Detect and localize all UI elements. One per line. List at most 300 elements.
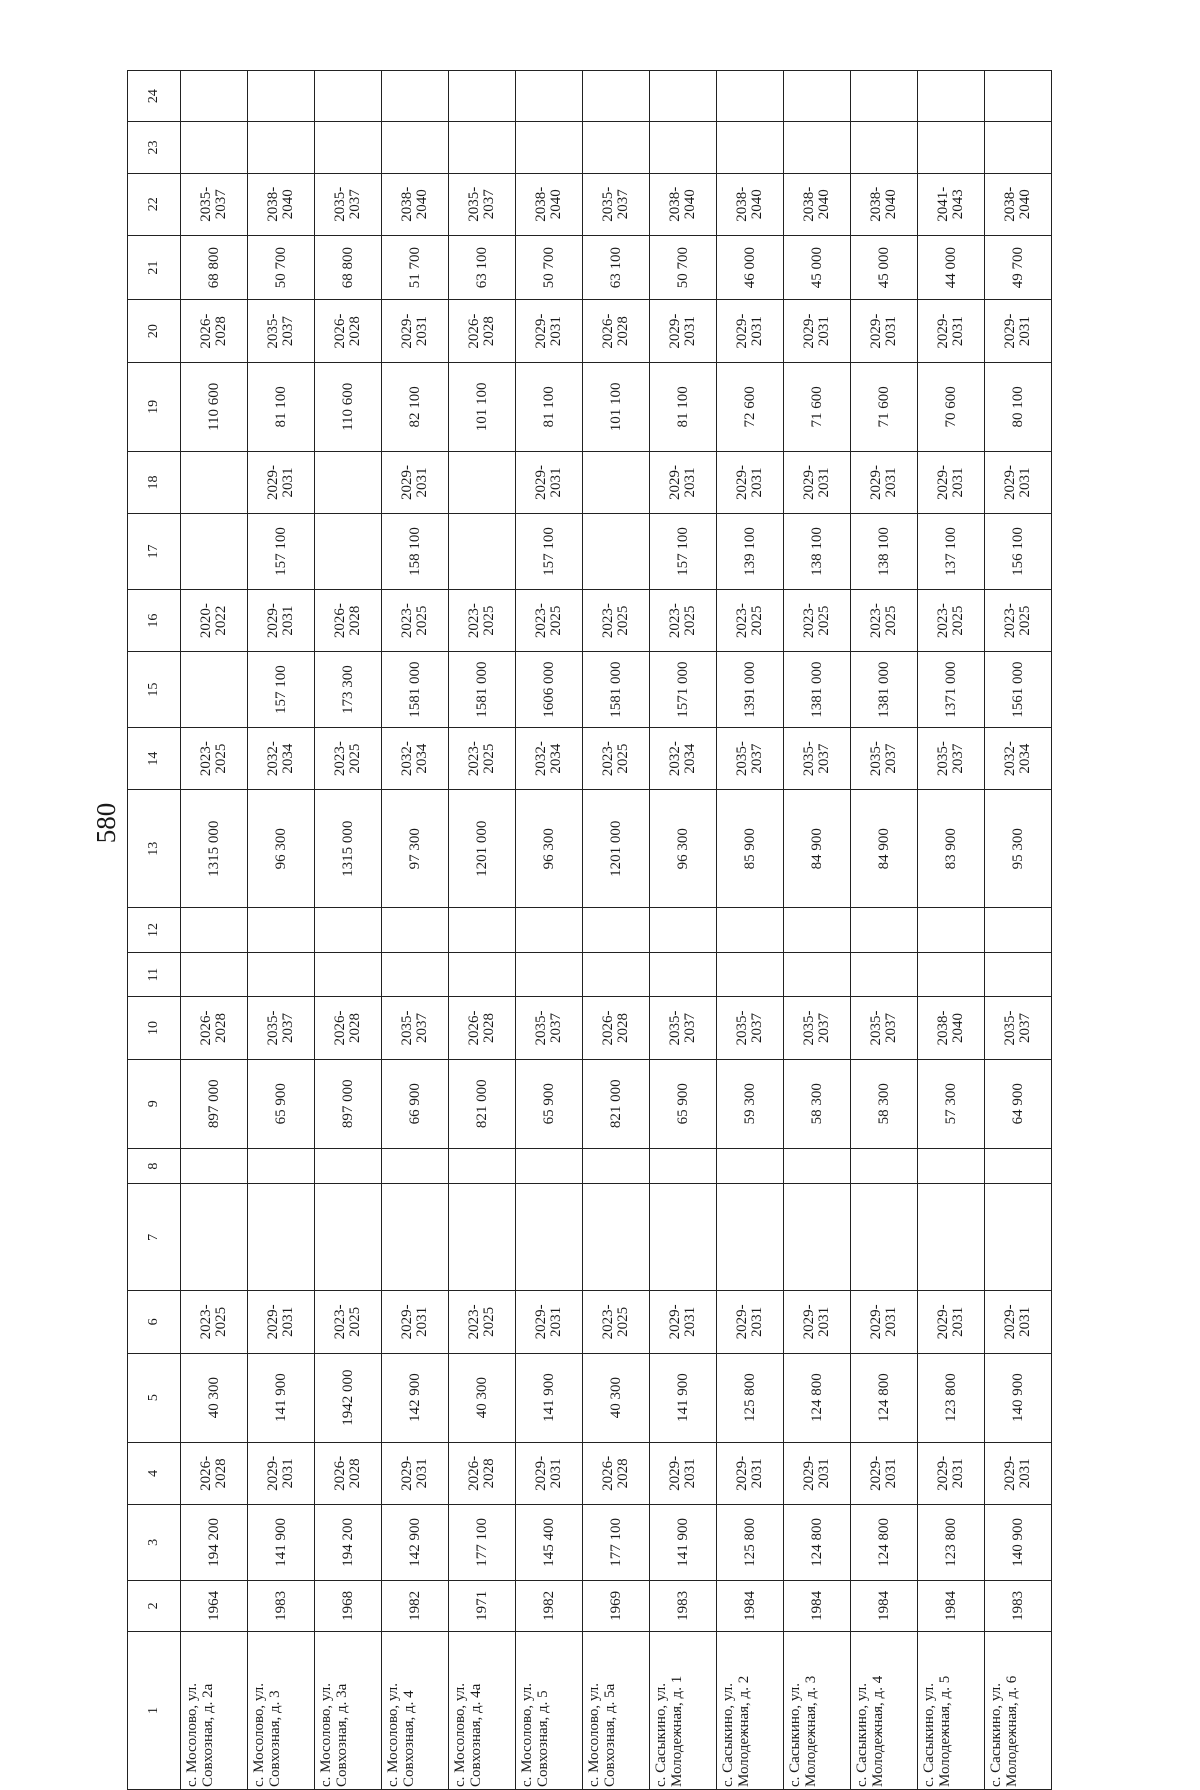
table-cell — [181, 952, 248, 997]
table-cell: 2023- 2025 — [583, 727, 650, 789]
table-cell: 1581 000 — [382, 652, 449, 728]
table-cell: 1381 000 — [784, 652, 851, 728]
table-cell: 139 100 — [717, 514, 784, 590]
table-cell: 44 000 — [918, 235, 985, 300]
table-cell: 2023- 2025 — [784, 589, 851, 651]
table-cell: 2026- 2028 — [181, 997, 248, 1059]
table-cell: 1606 000 — [516, 652, 583, 728]
table-cell: 2029- 2031 — [784, 300, 851, 362]
table-cell: 1983 — [248, 1580, 315, 1631]
table-cell: 2032- 2034 — [516, 727, 583, 789]
table-cell: 101 100 — [583, 362, 650, 451]
address-cell: с. Мосолово, ул. Совхозная, д. 4а — [449, 1631, 516, 1789]
table-cell: 2023- 2025 — [516, 589, 583, 651]
table-cell — [650, 1148, 717, 1184]
table-cell: 68 800 — [181, 235, 248, 300]
table-cell: 2029- 2031 — [717, 451, 784, 513]
column-header: 14 — [128, 727, 181, 789]
table-cell: 2026- 2028 — [449, 997, 516, 1059]
table-cell: 1561 000 — [985, 652, 1052, 728]
table-cell — [248, 952, 315, 997]
column-header: 23 — [128, 122, 181, 173]
table-cell: 2023- 2025 — [650, 589, 717, 651]
table-cell — [784, 1184, 851, 1291]
table-cell: 2026- 2028 — [315, 300, 382, 362]
table-cell — [315, 952, 382, 997]
table-cell: 63 100 — [583, 235, 650, 300]
table-cell: 123 800 — [918, 1505, 985, 1581]
table-row — [985, 71, 1052, 1790]
table-cell: 2023- 2025 — [449, 1291, 516, 1353]
table-cell: 81 100 — [248, 362, 315, 451]
table-cell: 141 900 — [650, 1353, 717, 1442]
table-cell: 46 000 — [717, 235, 784, 300]
table-cell — [382, 1184, 449, 1291]
table-cell: 82 100 — [382, 362, 449, 451]
table-cell: 84 900 — [851, 790, 918, 908]
table-cell: 125 800 — [717, 1353, 784, 1442]
table-cell: 157 100 — [248, 514, 315, 590]
table-cell — [851, 122, 918, 173]
table-cell — [248, 71, 315, 122]
table-cell — [784, 122, 851, 173]
table-cell: 897 000 — [315, 1059, 382, 1148]
table-cell: 158 100 — [382, 514, 449, 590]
table-cell: 2023- 2025 — [382, 589, 449, 651]
column-header: 8 — [128, 1148, 181, 1184]
table-cell — [315, 514, 382, 590]
table-cell: 2029- 2031 — [248, 451, 315, 513]
table-cell: 51 700 — [382, 235, 449, 300]
table-cell: 72 600 — [717, 362, 784, 451]
table-cell: 2035- 2037 — [918, 727, 985, 789]
table-cell: 2029- 2031 — [248, 589, 315, 651]
table-cell: 2029- 2031 — [650, 300, 717, 362]
table-cell: 138 100 — [851, 514, 918, 590]
table-cell: 58 300 — [851, 1059, 918, 1148]
table-cell — [449, 952, 516, 997]
address-cell: с. Сасыкино, ул. Молодежная, д. 3 — [784, 1631, 851, 1789]
table-cell: 156 100 — [985, 514, 1052, 590]
table-cell: 2029- 2031 — [248, 1291, 315, 1353]
table-cell: 2029- 2031 — [851, 300, 918, 362]
table-cell: 2029- 2031 — [717, 300, 784, 362]
table-cell: 45 000 — [784, 235, 851, 300]
table-cell: 2029- 2031 — [851, 451, 918, 513]
column-header: 10 — [128, 997, 181, 1059]
table-cell: 1984 — [717, 1580, 784, 1631]
table-cell: 80 100 — [985, 362, 1052, 451]
address-cell: с. Сасыкино, ул. Молодежная, д. 5 — [918, 1631, 985, 1789]
table-cell: 1315 000 — [181, 790, 248, 908]
table-cell: 97 300 — [382, 790, 449, 908]
table-cell: 141 900 — [650, 1505, 717, 1581]
table-cell: 40 300 — [181, 1353, 248, 1442]
table-cell — [382, 122, 449, 173]
column-header: 22 — [128, 173, 181, 235]
table-cell — [583, 1148, 650, 1184]
rotated-table-container — [127, 70, 1052, 1790]
table-row — [248, 71, 315, 1790]
table-cell: 2029- 2031 — [851, 1291, 918, 1353]
table-cell — [315, 1184, 382, 1291]
page-number: 580 — [91, 802, 121, 844]
table-cell: 2029- 2031 — [516, 451, 583, 513]
table-cell — [985, 122, 1052, 173]
table-cell: 2032- 2034 — [382, 727, 449, 789]
data-table — [127, 70, 1052, 1790]
table-cell: 40 300 — [449, 1353, 516, 1442]
table-cell: 2032- 2034 — [985, 727, 1052, 789]
table-cell: 2023- 2025 — [315, 727, 382, 789]
table-cell: 65 900 — [650, 1059, 717, 1148]
table-cell: 1982 — [382, 1580, 449, 1631]
table-cell: 1391 000 — [717, 652, 784, 728]
table-cell: 49 700 — [985, 235, 1052, 300]
address-cell: с. Сасыкино, ул. Молодежная, д. 6 — [985, 1631, 1052, 1789]
table-cell: 2026- 2028 — [449, 300, 516, 362]
table-cell: 123 800 — [918, 1353, 985, 1442]
table-cell: 2029- 2031 — [516, 300, 583, 362]
table-cell: 2029- 2031 — [918, 451, 985, 513]
table-cell: 2029- 2031 — [918, 300, 985, 362]
table-cell: 2029- 2031 — [918, 1291, 985, 1353]
table-cell: 2026- 2028 — [583, 300, 650, 362]
table-cell: 95 300 — [985, 790, 1052, 908]
table-cell — [717, 952, 784, 997]
table-cell: 124 800 — [784, 1353, 851, 1442]
table-cell: 1968 — [315, 1580, 382, 1631]
table-cell: 1983 — [650, 1580, 717, 1631]
table-cell: 101 100 — [449, 362, 516, 451]
table-cell: 2035- 2037 — [851, 727, 918, 789]
table-cell — [181, 1184, 248, 1291]
column-header: 13 — [128, 790, 181, 908]
table-cell — [650, 1184, 717, 1291]
table-cell: 2041- 2043 — [918, 173, 985, 235]
table-cell — [650, 122, 717, 173]
table-cell: 63 100 — [449, 235, 516, 300]
table-cell — [181, 514, 248, 590]
table-cell: 137 100 — [918, 514, 985, 590]
table-cell: 2029- 2031 — [918, 1442, 985, 1504]
table-cell — [315, 908, 382, 953]
column-header: 7 — [128, 1184, 181, 1291]
table-cell: 124 800 — [851, 1353, 918, 1442]
table-cell: 2035- 2037 — [717, 997, 784, 1059]
table-cell — [382, 908, 449, 953]
table-cell: 2038- 2040 — [382, 173, 449, 235]
address-cell: с. Сасыкино, ул. Молодежная, д. 2 — [717, 1631, 784, 1789]
column-header: 24 — [128, 71, 181, 122]
table-cell — [918, 71, 985, 122]
table-cell: 2023- 2025 — [181, 727, 248, 789]
table-cell: 2026- 2028 — [181, 300, 248, 362]
table-cell — [583, 514, 650, 590]
table-cell: 194 200 — [315, 1505, 382, 1581]
table-cell: 2029- 2031 — [516, 1442, 583, 1504]
table-cell — [248, 122, 315, 173]
table-cell: 140 900 — [985, 1505, 1052, 1581]
table-row — [918, 71, 985, 1790]
table-cell — [181, 451, 248, 513]
table-cell: 1982 — [516, 1580, 583, 1631]
table-cell: 1581 000 — [449, 652, 516, 728]
table-cell: 897 000 — [181, 1059, 248, 1148]
table-cell — [583, 71, 650, 122]
table-cell: 45 000 — [851, 235, 918, 300]
table-cell: 1381 000 — [851, 652, 918, 728]
table-cell: 2038- 2040 — [248, 173, 315, 235]
table-cell: 157 100 — [650, 514, 717, 590]
table-cell: 124 800 — [784, 1505, 851, 1581]
table-cell: 2035- 2037 — [583, 173, 650, 235]
table-cell: 2035- 2037 — [248, 300, 315, 362]
table-cell — [248, 908, 315, 953]
address-cell: с. Сасыкино, ул. Молодежная, д. 1 — [650, 1631, 717, 1789]
table-cell: 2029- 2031 — [985, 1442, 1052, 1504]
table-cell — [315, 122, 382, 173]
table-cell: 2029- 2031 — [784, 451, 851, 513]
table-cell: 2035- 2037 — [382, 997, 449, 1059]
table-cell: 177 100 — [583, 1505, 650, 1581]
table-cell: 58 300 — [784, 1059, 851, 1148]
table-cell — [784, 71, 851, 122]
table-cell: 2026- 2028 — [315, 1442, 382, 1504]
table-cell: 2032- 2034 — [650, 727, 717, 789]
table-cell: 2026- 2028 — [315, 997, 382, 1059]
table-cell — [248, 1148, 315, 1184]
table-cell: 71 600 — [784, 362, 851, 451]
table-row — [449, 71, 516, 1790]
table-cell: 50 700 — [248, 235, 315, 300]
table-row — [851, 71, 918, 1790]
table-cell — [315, 71, 382, 122]
table-cell — [315, 1148, 382, 1184]
table-cell: 2038- 2040 — [851, 173, 918, 235]
table-cell: 59 300 — [717, 1059, 784, 1148]
table-cell: 50 700 — [516, 235, 583, 300]
table-cell: 1984 — [918, 1580, 985, 1631]
table-cell — [516, 1148, 583, 1184]
table-cell: 57 300 — [918, 1059, 985, 1148]
table-cell: 2023- 2025 — [315, 1291, 382, 1353]
table-cell: 1969 — [583, 1580, 650, 1631]
column-header: 5 — [128, 1353, 181, 1442]
table-cell: 2038- 2040 — [650, 173, 717, 235]
column-header: 9 — [128, 1059, 181, 1148]
table-cell: 96 300 — [650, 790, 717, 908]
table-cell: 2023- 2025 — [851, 589, 918, 651]
table-cell: 1942 000 — [315, 1353, 382, 1442]
table-cell: 145 400 — [516, 1505, 583, 1581]
table-cell — [449, 514, 516, 590]
table-cell — [985, 71, 1052, 122]
table-cell — [851, 71, 918, 122]
table-cell: 2023- 2025 — [449, 589, 516, 651]
table-cell: 2029- 2031 — [382, 1442, 449, 1504]
table-cell: 64 900 — [985, 1059, 1052, 1148]
table-cell: 1315 000 — [315, 790, 382, 908]
table-cell: 1201 000 — [449, 790, 516, 908]
table-cell: 2023- 2025 — [449, 727, 516, 789]
table-cell: 2026- 2028 — [449, 1442, 516, 1504]
table-cell: 142 900 — [382, 1505, 449, 1581]
table-cell: 2032- 2034 — [248, 727, 315, 789]
table-cell: 140 900 — [985, 1353, 1052, 1442]
table-cell — [382, 71, 449, 122]
table-cell: 157 100 — [248, 652, 315, 728]
table-row — [516, 71, 583, 1790]
table-cell: 2023- 2025 — [717, 589, 784, 651]
table-cell — [583, 908, 650, 953]
table-cell — [918, 1184, 985, 1291]
address-cell: с. Мосолово, ул. Совхозная, д. 3а — [315, 1631, 382, 1789]
table-cell: 124 800 — [851, 1505, 918, 1581]
table-cell — [516, 1184, 583, 1291]
table-cell: 81 100 — [650, 362, 717, 451]
table-cell — [784, 908, 851, 953]
table-cell — [583, 122, 650, 173]
table-cell: 2029- 2031 — [382, 451, 449, 513]
table-cell: 2035- 2037 — [449, 173, 516, 235]
address-cell: с. Мосолово, ул. Совхозная, д. 2а — [181, 1631, 248, 1789]
table-cell: 2035- 2037 — [248, 997, 315, 1059]
table-cell — [985, 952, 1052, 997]
table-cell: 2038- 2040 — [717, 173, 784, 235]
table-cell: 2035- 2037 — [516, 997, 583, 1059]
table-cell: 2035- 2037 — [717, 727, 784, 789]
column-header: 3 — [128, 1505, 181, 1581]
table-cell: 2035- 2037 — [650, 997, 717, 1059]
table-cell — [717, 1148, 784, 1184]
table-cell — [516, 952, 583, 997]
table-cell — [717, 122, 784, 173]
table-cell: 2023- 2025 — [985, 589, 1052, 651]
table-cell: 2029- 2031 — [650, 451, 717, 513]
table-cell: 50 700 — [650, 235, 717, 300]
table-cell: 2035- 2037 — [851, 997, 918, 1059]
table-cell — [918, 122, 985, 173]
table-cell: 157 100 — [516, 514, 583, 590]
column-header: 6 — [128, 1291, 181, 1353]
table-cell — [449, 122, 516, 173]
column-header: 1 — [128, 1631, 181, 1789]
table-cell: 142 900 — [382, 1353, 449, 1442]
table-row — [650, 71, 717, 1790]
table-cell — [851, 952, 918, 997]
table-cell: 2038- 2040 — [516, 173, 583, 235]
table-cell: 2029- 2031 — [650, 1291, 717, 1353]
table-cell: 141 900 — [248, 1353, 315, 1442]
table-cell: 2026- 2028 — [181, 1442, 248, 1504]
column-header: 18 — [128, 451, 181, 513]
column-header: 15 — [128, 652, 181, 728]
table-cell: 96 300 — [248, 790, 315, 908]
table-cell — [382, 1148, 449, 1184]
table-cell: 2035- 2037 — [181, 173, 248, 235]
table-cell: 2029- 2031 — [985, 451, 1052, 513]
column-header: 16 — [128, 589, 181, 651]
table-cell — [583, 451, 650, 513]
table-cell: 2029- 2031 — [985, 300, 1052, 362]
table-cell — [382, 952, 449, 997]
table-cell: 85 900 — [717, 790, 784, 908]
table-cell — [851, 908, 918, 953]
header-row — [128, 71, 181, 1790]
address-cell: с. Мосолово, ул. Совхозная, д. 5а — [583, 1631, 650, 1789]
table-row — [315, 71, 382, 1790]
table-cell: 68 800 — [315, 235, 382, 300]
table-cell — [784, 1148, 851, 1184]
table-cell — [650, 952, 717, 997]
column-header: 19 — [128, 362, 181, 451]
table-cell: 1984 — [851, 1580, 918, 1631]
table-cell: 1964 — [181, 1580, 248, 1631]
table-cell: 125 800 — [717, 1505, 784, 1581]
table-cell — [516, 71, 583, 122]
column-header: 11 — [128, 952, 181, 997]
table-cell: 2038- 2040 — [784, 173, 851, 235]
column-header: 21 — [128, 235, 181, 300]
table-cell — [449, 908, 516, 953]
column-header: 17 — [128, 514, 181, 590]
table-cell — [181, 652, 248, 728]
table-cell — [449, 71, 516, 122]
table-cell — [918, 1148, 985, 1184]
table-cell: 96 300 — [516, 790, 583, 908]
table-cell: 65 900 — [248, 1059, 315, 1148]
table-cell — [516, 908, 583, 953]
table-cell — [181, 1148, 248, 1184]
table-cell: 2038- 2040 — [985, 173, 1052, 235]
table-cell: 2035- 2037 — [784, 727, 851, 789]
table-cell: 1581 000 — [583, 652, 650, 728]
table-cell — [181, 908, 248, 953]
address-cell: с. Мосолово, ул. Совхозная, д. 4 — [382, 1631, 449, 1789]
table-cell: 2029- 2031 — [248, 1442, 315, 1504]
table-cell: 141 900 — [248, 1505, 315, 1581]
table-cell: 1571 000 — [650, 652, 717, 728]
table-cell — [717, 71, 784, 122]
table-cell: 2035- 2037 — [784, 997, 851, 1059]
table-cell: 66 900 — [382, 1059, 449, 1148]
table-cell — [449, 1148, 516, 1184]
table-cell: 2029- 2031 — [650, 1442, 717, 1504]
table-cell: 65 900 — [516, 1059, 583, 1148]
table-cell: 71 600 — [851, 362, 918, 451]
column-header: 4 — [128, 1442, 181, 1504]
table-cell: 81 100 — [516, 362, 583, 451]
table-cell: 2026- 2028 — [583, 997, 650, 1059]
table-cell — [784, 952, 851, 997]
address-cell: с. Мосолово, ул. Совхозная, д. 3 — [248, 1631, 315, 1789]
table-cell: 2023- 2025 — [583, 589, 650, 651]
table-cell — [449, 451, 516, 513]
table-cell: 2029- 2031 — [382, 1291, 449, 1353]
table-cell: 177 100 — [449, 1505, 516, 1581]
table-cell: 821 000 — [583, 1059, 650, 1148]
table-cell: 1971 — [449, 1580, 516, 1631]
table-cell: 1984 — [784, 1580, 851, 1631]
table-cell: 2035- 2037 — [985, 997, 1052, 1059]
table-cell: 2038- 2040 — [918, 997, 985, 1059]
table-cell: 84 900 — [784, 790, 851, 908]
table-cell: 2023- 2025 — [918, 589, 985, 651]
column-header: 12 — [128, 908, 181, 953]
table-cell: 2029- 2031 — [784, 1291, 851, 1353]
table-cell — [985, 908, 1052, 953]
